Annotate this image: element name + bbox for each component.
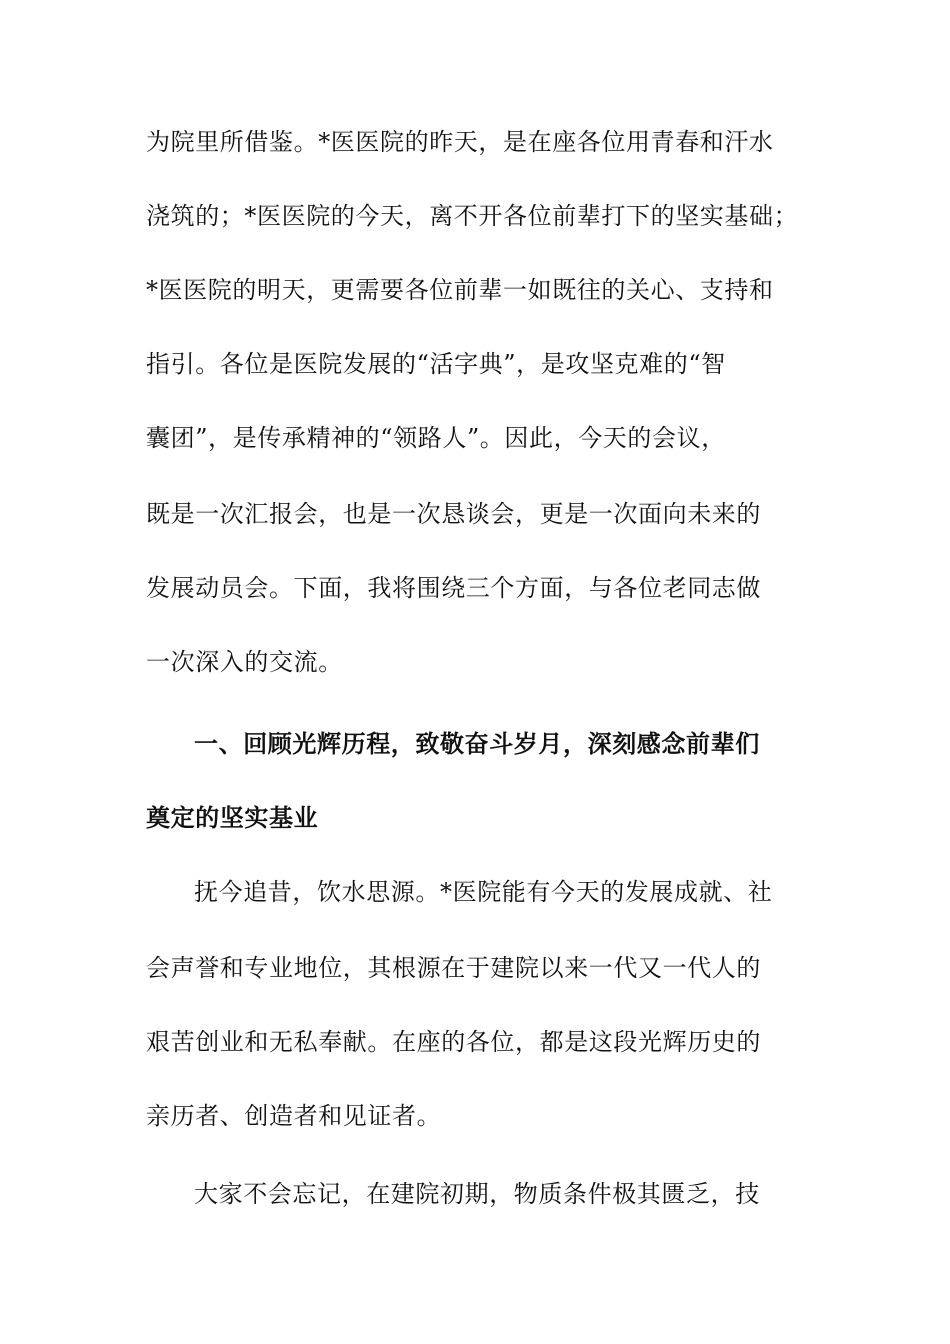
paragraph-line: 大家不会忘记，在建院初期，物质条件极其匮乏，技: [194, 1180, 760, 1208]
paragraph-line: 一次深入的交流。: [146, 648, 343, 676]
paragraph-line: 指引。各位是医院发展的“活字典”，是攻坚克难的“智: [146, 350, 726, 378]
paragraph-line: 既是一次汇报会，也是一次恳谈会，更是一次面向未来的: [146, 500, 761, 528]
paragraph-line: 艰苦创业和无私奉献。在座的各位，都是这段光辉历史的: [146, 1028, 761, 1056]
paragraph-line: 亲历者、创造者和见证者。: [146, 1102, 442, 1130]
paragraph-line: 会声誉和专业地位，其根源在于建院以来一代又一代人的: [146, 954, 761, 982]
paragraph-line: 发展动员会。下面，我将围绕三个方面，与各位老同志做: [146, 574, 761, 602]
section-heading: 一、回顾光辉历程，致敬奋斗岁月，深刻感念前辈们: [194, 729, 760, 758]
paragraph-line: 为院里所借鉴。*医医院的昨天，是在座各位用青春和汗水: [146, 128, 774, 156]
paragraph-line: 浇筑的；*医医院的今天，离不开各位前辈打下的坚实基础；: [146, 202, 799, 230]
paragraph-line: 囊团”，是传承精神的“领路人”。因此，今天的会议，: [146, 424, 726, 452]
section-heading: 奠定的坚实基业: [146, 803, 319, 832]
paragraph-line: 抚今追昔，饮水思源。*医院能有今天的发展成就、社: [194, 878, 773, 906]
paragraph-line: *医医院的明天，更需要各位前辈一如既往的关心、支持和: [146, 276, 774, 304]
